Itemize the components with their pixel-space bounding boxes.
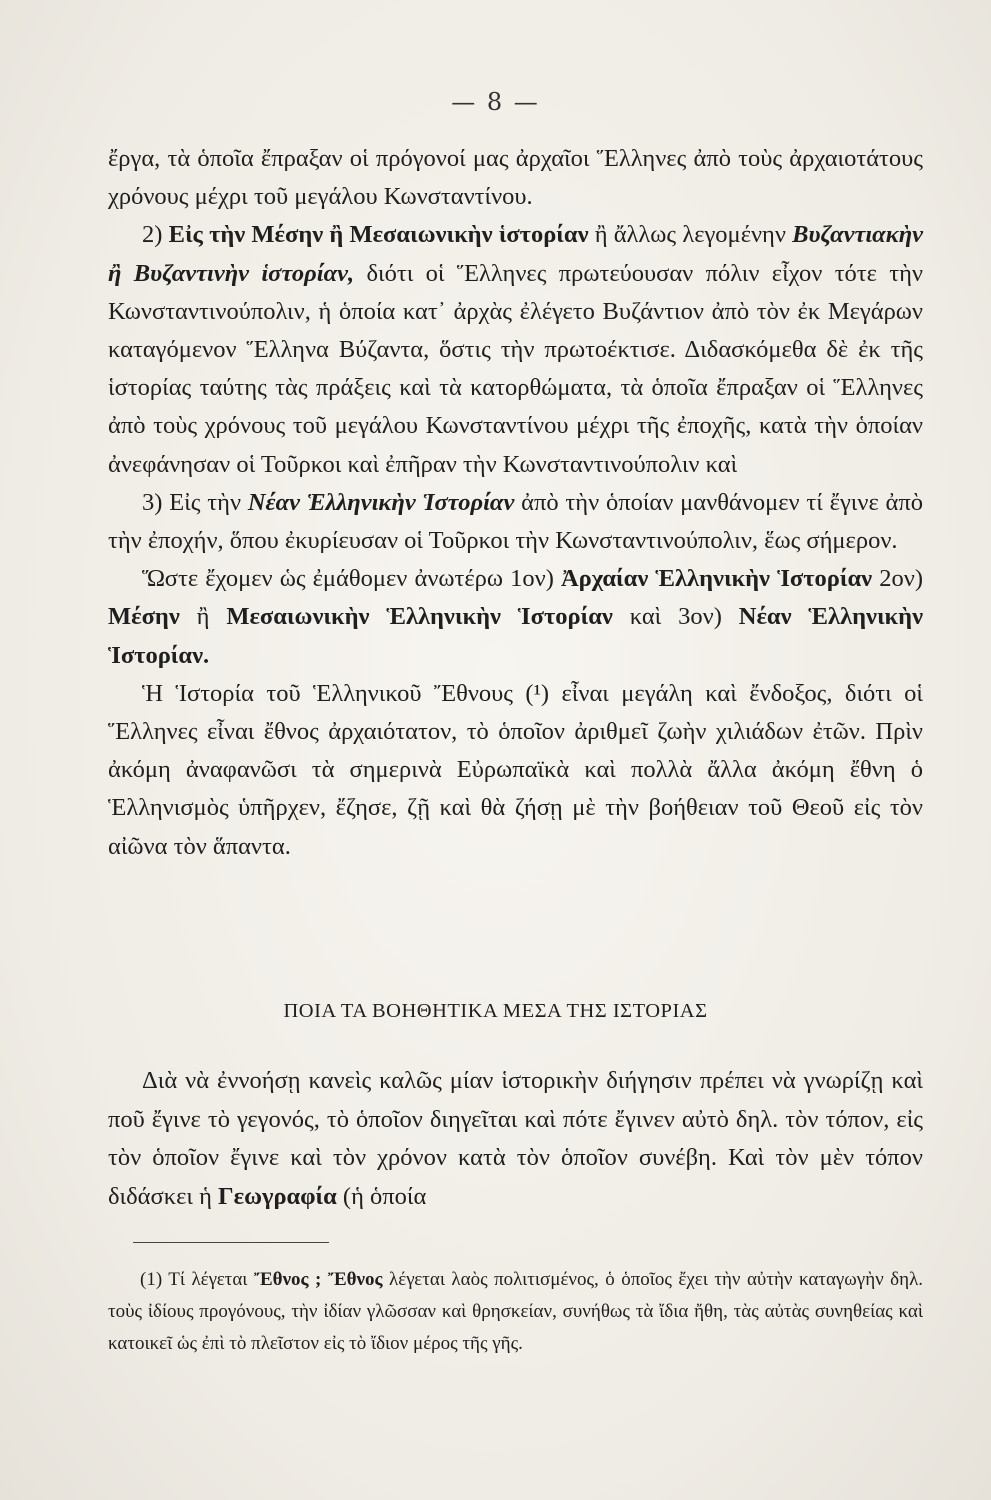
page-number: — 8 —: [451, 88, 540, 116]
paragraph-greek-nation: Ἡ Ἱστορία τοῦ Ἑλληνικοῦ Ἔθνους (¹) εἶναι μεγάλη καὶ ἔνδοξος, διότι οἱ Ἕλληνες εἶναι ἔθνος ἀρχαιότατον, τὸ ὁποῖον ἀριθμεῖ ζωὴν χιλιάδων ἐτῶν. Πρὶν ἀκόμη ἀναφανῶσι τὰ σημερινὰ Εὐρωπαϊκὰ καὶ πολλὰ ἄλλα ἀκόμη ἔθνη ὁ Ἑλληνισμὸς ὑπῆρχεν, ἔζησε, ζῇ καὶ θὰ ζήσῃ μὲ τὴν βοήθειαν τοῦ Θεοῦ εἰς τὸν αἰῶνα τὸν ἅπαντα.: [108, 679, 923, 860]
footnote: (1) Τί λέγεται Ἔθνος ; Ἔθνος λέγεται λαὸς πολιτισμένος, ὁ ὁποῖος ἔχει τὴν αὐτὴν καταγωγὴν δηλ. τοὺς ἰδίους προγόνους, τὴν ἰδίαν γλῶσσαν καὶ θρησκείαν, συνήθως τὰ ἴδια ἤθη, τὰς αὐτὰς συνηθείας καὶ κατοικεῖ ὡς ἐπὶ τὸ πλεῖστον εἰς τὸ ἴδιον μέρος τῆς γῆς.: [108, 1269, 924, 1354]
byzantine-history-term: Βυζαντιακὴν ἢ Βυζαντινὴν ἱστορίαν,: [108, 221, 924, 287]
section-heading: ΠΟΙΑ ΤΑ ΒΟΗΘΗΤΙΚΑ ΜΕΣΑ ΤΗΣ ΙΣΤΟΡΙΑΣ: [283, 1000, 708, 1022]
modern-greek-history-term: Νέαν Ἑλληνικὴν Ἱστορίαν: [247, 488, 515, 516]
paragraph-summary: Ὥστε ἔχομεν ὡς ἐμάθομεν ἀνωτέρω 1ον) Ἀρχαίαν Ἑλληνικὴν Ἱστορίαν 2ον) Μέσην ἢ Μεσαιωνικὴν Ἑλληνικὴν Ἱστορίαν καὶ 3ον) Νέαν Ἑλληνικὴν Ἱστορίαν.: [108, 565, 924, 669]
paragraph-modern-history: 3) Εἰς τὴν Νέαν Ἑλληνικὴν Ἱστορίαν ἀπὸ τὴν ὁποίαν μανθάνομεν τί ἔγινε ἀπὸ τὴν ἐποχήν, ὅπου ἐκυρίευσαν οἱ Τοῦρκοι τὴν Κωνσταντινούπολιν, ἕως σήμερον.: [108, 488, 923, 555]
main-text: [108, 140, 923, 866]
section-text: [108, 1062, 923, 1216]
footnote-divider: [133, 1242, 329, 1243]
paragraph-ancient-history: ἔργα, τὰ ὁποῖα ἔπραξαν οἱ πρόγονοί μας ἀρχαῖοι Ἕλληνες ἀπὸ τοὺς ἀρχαιοτάτους χρόνους μέχρι τοῦ μεγάλου Κωνσταντίνου.: [108, 145, 923, 211]
paragraph-medieval-history: 2) Εἰς τὴν Μέσην ἢ Μεσαιωνικὴν ἱστορίαν ἢ ἄλλως λεγομένην Βυζαντιακὴν ἢ Βυζαντινὴν ἱστορίαν, διότι οἱ Ἕλληνες πρωτεύουσαν πόλιν εἶχον τότε τὴν Κωνσταντινούπολιν, ἡ ὁποία κατ᾽ ἀρχὰς ἐλέγετο Βυζάντιον ἀπὸ τὸν ἐκ Μεγάρων καταγόμενον Ἕλληνα Βύζαντα, ὅστις τὴν πρωτοέκτισε. Διδασκόμεθα δὲ ἐκ τῆς ἱστορίας ταύτης τὰς πράξεις καὶ τὰ κατορθώματα, τὰ ὁποῖα ἔπραξαν οἱ Ἕλληνες ἀπὸ τοὺς χρόνους τοῦ μεγάλου Κωνσταντίνου μέχρι τῆς ἐποχῆς, κατὰ τὴν ὁποίαν ἀνεφάνησαν οἱ Τοῦρκοι καὶ ἐπῆραν τὴν Κωνσταντινούπολιν καὶ: [108, 221, 924, 478]
medieval-history-term: Εἰς τὴν Μέσην ἢ Μεσαιωνικὴν ἱστορίαν: [168, 221, 589, 249]
paragraph-auxiliary-means: Διὰ νὰ ἐννοήσῃ κανεὶς καλῶς μίαν ἱστορικὴν διήγησιν πρέπει νὰ γνωρίζῃ καὶ ποῦ ἔγινε τὸ γεγονός, τὸ ὁποῖον διηγεῖται καὶ πότε ἔγινεν αὐτὸ δηλ. τὸν τόπον, εἰς τὸν ὁποῖον ἔγινε καὶ τὸν χρόνον κατὰ τὸν ὁποῖον συνέβη. Καὶ τὸν μὲν τόπον διδάσκει ἡ Γεωγραφία (ἡ ὁποία: [108, 1067, 923, 1210]
geography-term: Γεωγραφία: [218, 1182, 337, 1210]
